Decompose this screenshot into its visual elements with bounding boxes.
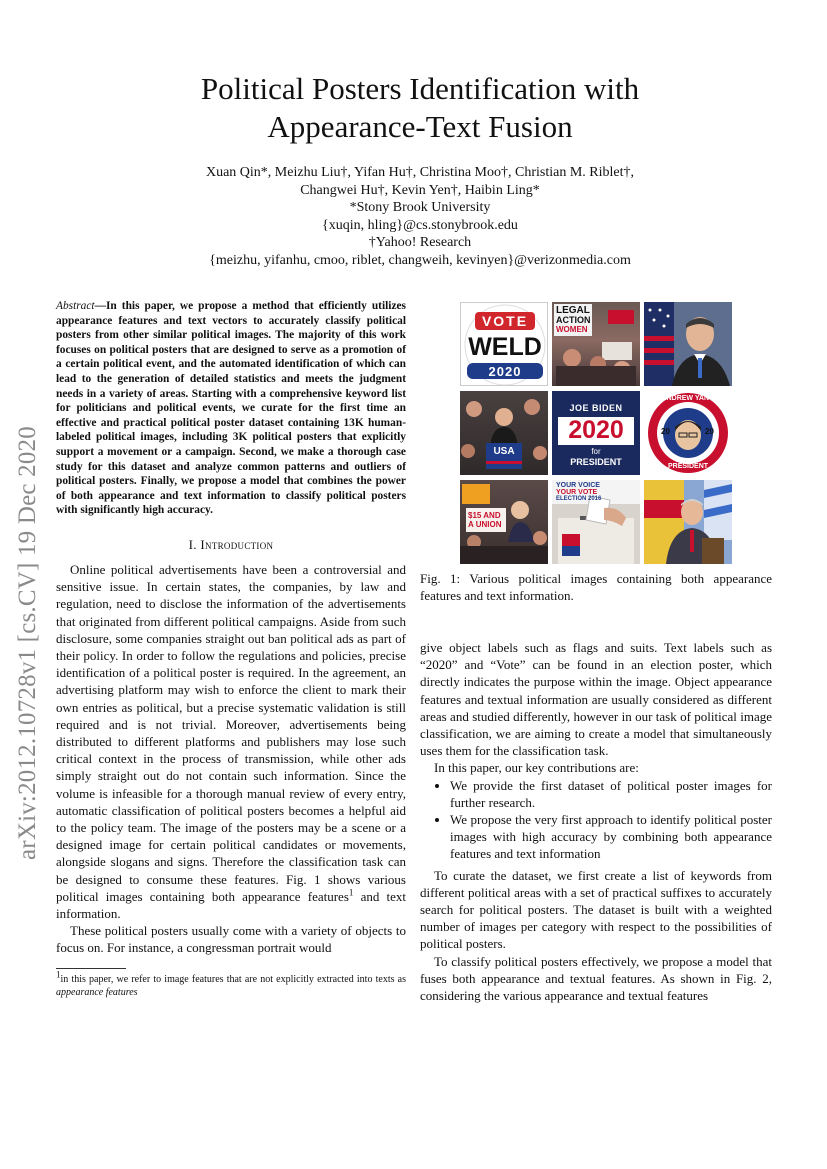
- usa-speaker-graphic: [460, 391, 548, 475]
- congressman-portrait-photo: [644, 302, 732, 386]
- joe-biden-2020-poster: [552, 391, 640, 475]
- union-text-1: $15 AND: [468, 511, 501, 520]
- contributions-list: [420, 777, 772, 863]
- speaker-with-flags-photo: [644, 480, 732, 564]
- right-paragraph-2: In this paper, our key contributions are:: [434, 760, 639, 776]
- biden-president-text: PRESIDENT: [570, 457, 622, 467]
- right-paragraph-3: To curate the dataset, we first create a list of keywords from different political areas with a set of practical suffixes to accurately search for political posters. The dataset is built with a weighted number of images per category with respect to the possibilities of political posters.: [420, 867, 772, 952]
- author-line-1: Xuan Qin*, Meizhu Liu†, Yifan Hu†, Christina Moo†, Christian M. Riblet†,: [205, 165, 634, 180]
- biden-name-text: JOE BIDEN: [569, 403, 623, 413]
- affiliation-1: *Stony Brook University: [349, 200, 491, 215]
- fifteen-and-union-rally-photo: [460, 480, 548, 564]
- usa-text: USA: [493, 446, 515, 457]
- figure-1-image-grid: [460, 302, 732, 564]
- intro-paragraph-2: These political posters usually come with a variety of objects to focus on. For instance, a congressman portrait would: [56, 923, 406, 956]
- vote-text: VOTE: [481, 313, 529, 329]
- section-heading-introduction: [56, 537, 406, 553]
- left-column-body: [56, 561, 406, 957]
- footnote-mark: 1: [56, 969, 61, 980]
- biden-year-text: 2020: [568, 416, 624, 444]
- portrait-flag-graphic: [644, 302, 732, 386]
- action-text: ACTION: [556, 315, 591, 325]
- section-title: Introduction: [200, 537, 274, 552]
- arxiv-identifier: arXiv:2012.10728v1 [cs.CV] 19 Dec 2020: [14, 426, 41, 860]
- vote-weld-poster: [460, 302, 548, 386]
- right-column-body: [420, 639, 772, 1004]
- right-paragraph-1: give object labels such as flags and suits. Text labels such as “2020” and “Vote” can be found in an election poster, which directly indicates the purpose within the image. Object appearance features and textual information are usually considered as different areas and studied differently, however in our task of political image classification, we are aiming to create a model that simultaneously uses them for the classification task.: [420, 640, 772, 759]
- author-block: [110, 164, 730, 269]
- flags-speaker-graphic: [644, 480, 732, 564]
- legal-action-rally-photo: [552, 302, 640, 386]
- email-1: {xuqin, hling}@cs.stonybrook.edu: [322, 217, 518, 233]
- abstract-label: Abstract: [56, 300, 95, 312]
- abstract-text: —In this paper, we propose a method that efficiently utilizes appearance features and text vectors to accurately classify political posters from other similar political images. The majority of this work focuses on political posters that are designed to serve as a promotion of a certain political event, and the automated identification of which can lead to the generation of detailed statistics and meets the judgment needs in a variety of areas. Starting with a comprehensive keyword list for politicians and political events, we curate for the first time an effective and practical political poster dataset containing 13K human-labeled political images, including 3K political posters that explicitly support a movement or a campaign. Second, we make a thorough case study for this dataset and analyze common patterns and outliers of political posters. Finally, we propose a model that combines the power of both appearance and text information to classify political posters with significantly high accuracy.: [56, 300, 406, 517]
- women-text: WOMEN: [556, 325, 588, 334]
- biden-for-text: for: [591, 447, 601, 456]
- section-numeral: I.: [188, 537, 197, 552]
- andrew-yang-president-badge: [644, 391, 732, 475]
- voice-text-3: ELECTION 2016: [556, 496, 602, 502]
- union-text-2: A UNION: [468, 520, 502, 529]
- author-line-2: Changwei Hu†, Kevin Yen†, Haibin Ling*: [300, 182, 540, 198]
- yang-right-year: 20: [705, 427, 714, 436]
- contribution-item-1: • We provide the first dataset of political poster images for further research.: [450, 777, 772, 811]
- your-voice-your-vote-ballot-photo: [552, 480, 640, 564]
- weld-year-text: 2020: [488, 364, 522, 379]
- yang-bottom-text: PRESIDENT: [667, 463, 709, 470]
- email-2: {meizhu, yifanhu, cmoo, riblet, changweih, kevinyen}@verizonmedia.com: [209, 252, 631, 268]
- footnote-ref: 1: [348, 887, 354, 898]
- intro-paragraph-1: Online political advertisements have been a controversial and sensitive issue. In certain states, the companies, by law and regulation, need to disclose the information of the advertisements that originated from different political campaigns. Aside from such disclosure, some companies straight out ban political ads as part of their policy. In order to follow the regulations and policies, precise identification of a political poster is required. In the agreement, an advertising platform may wish to enforce the client to mark their own entries as political, but a precise systematic validation is still required and is not trivial. Moreover, advertisements being distributed to different platforms and publishers may lose such critical context in the process of transmission, while other ads simply straight out do not contain such information. Since the volume is infeasible for a thorough manual review of every entry, automatic classification of political posters becomes a helpful aid to the policy team. The image of the posters may be a scene or a designed image for certain political candidates or movements, alongside slogans and signs. Therefore the classification task can be designed to consume these features. Fig. 1 shows various political images containing both appearance features$^1$ and text information.: [56, 562, 407, 922]
- yang-top-text: ANDREW YANG: [661, 395, 715, 402]
- usa-rally-speaker-photo: [460, 391, 548, 475]
- voice-text-2: YOUR VOTE: [556, 489, 598, 496]
- abstract: [56, 299, 406, 518]
- footnote-rule: [56, 968, 126, 969]
- figure-1-caption: Fig. 1: Various political images containing both appearance features and text information.: [420, 571, 772, 603]
- legal-text: LEGAL: [556, 305, 590, 316]
- weld-text: WELD: [468, 333, 542, 361]
- contribution-item-2: • We propose the very first approach to identify political poster images with high accuracy by combining both appearance features and text information: [450, 811, 772, 863]
- yang-left-year: 20: [661, 427, 670, 436]
- affiliation-2: †Yahoo! Research: [368, 235, 472, 250]
- paper-title: Political Posters Identification with Appearance-Text Fusion: [200, 71, 640, 144]
- footnote: $^1$in this paper, we refer to image features that are not explicitly extracted into texts as appearance features: [56, 969, 406, 998]
- right-paragraph-4: To classify political posters effectively, we propose a model that fuses both appearance and textual features. As shown in Fig. 2, considering the various appearance and textual features: [420, 953, 772, 1004]
- voice-text-1: YOUR VOICE: [556, 482, 600, 489]
- footnote-emphasis: appearance features: [56, 987, 138, 998]
